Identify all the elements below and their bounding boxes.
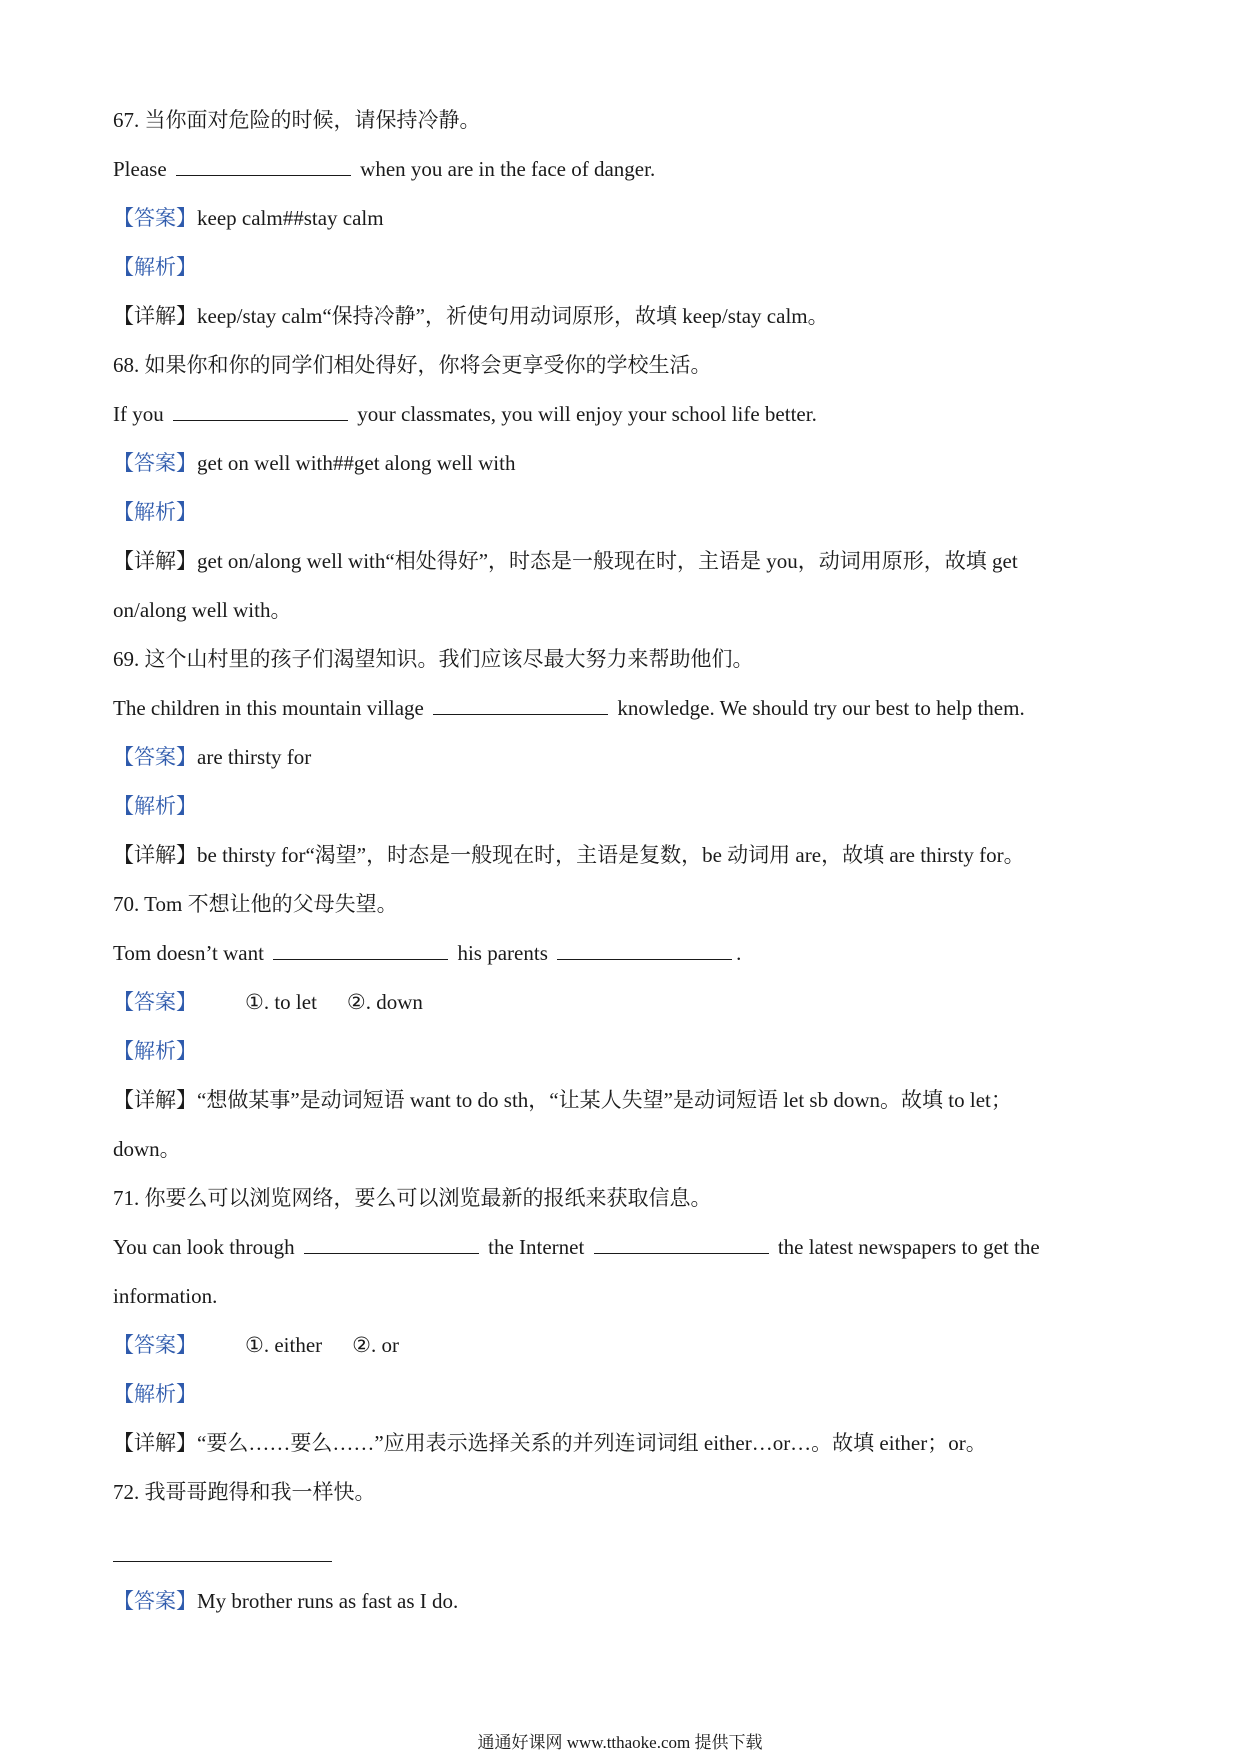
sentence-text: the Internet: [488, 1235, 585, 1259]
answer-text: ①. to let: [245, 990, 317, 1014]
answer-tag: 【答案】: [113, 745, 197, 769]
page-footer: 通通好课网 www.tthaoke.com 提供下载: [477, 1733, 763, 1752]
sentence-text: If you: [113, 402, 164, 426]
question-72-prompt: 72. 我哥哥跑得和我一样快。: [113, 1480, 376, 1504]
question-68-detail-cont: on/along well with。: [113, 598, 292, 622]
answer-tag: 【答案】: [113, 1333, 197, 1357]
detail-tag: 【详解】: [113, 1088, 197, 1112]
question-72-answer-line: [113, 1517, 1133, 1577]
answer-text: keep calm##stay calm: [197, 206, 384, 230]
answer-tag: 【答案】: [113, 451, 197, 475]
answer-text: ②. or: [352, 1333, 399, 1357]
analysis-tag: 【解析】: [113, 1382, 197, 1406]
sentence-text: your classmates, you will enjoy your school life better.: [357, 402, 817, 426]
answer-text: are thirsty for: [197, 745, 312, 769]
answer-tag: 【答案】: [113, 1589, 197, 1613]
detail-text: be thirsty for“渴望”，时态是一般现在时，主语是复数，be 动词用 are，故填 are thirsty for。: [197, 843, 1025, 867]
sentence-text: the latest newspapers to get the: [777, 1235, 1040, 1259]
question-67-prompt: 67. 当你面对危险的时候，请保持冷静。: [113, 108, 481, 132]
question-69-sentence: [113, 684, 1133, 733]
question-68-detail: [113, 537, 1133, 586]
question-70-detail: [113, 1076, 1133, 1125]
question-67-sentence: [113, 145, 1133, 194]
question-71-sentence-cont: information.: [113, 1284, 218, 1308]
document-body: [113, 96, 1133, 1626]
answer-blank: [176, 157, 351, 176]
question-67-answer: [113, 194, 1133, 243]
detail-text: keep/stay calm“保持冷静”，祈使句用动词原形，故填 keep/stay calm。: [197, 304, 829, 328]
sentence-text: Please: [113, 157, 167, 181]
sentence-text: You can look through: [113, 1235, 295, 1259]
answer-blank: [304, 1235, 479, 1254]
question-69-prompt: 69. 这个山村里的孩子们渴望知识。我们应该尽最大努力来帮助他们。: [113, 647, 754, 671]
answer-text: ①. either: [245, 1333, 323, 1357]
question-70-sentence: [113, 929, 1133, 978]
answer-blank: [594, 1235, 769, 1254]
question-71-prompt: 71. 你要么可以浏览网络，要么可以浏览最新的报纸来获取信息。: [113, 1186, 712, 1210]
question-68-analysis: [113, 488, 1133, 537]
answer-tag: 【答案】: [113, 990, 197, 1014]
detail-tag: 【详解】: [113, 843, 197, 867]
question-71-sentence: [113, 1223, 1133, 1272]
answer-blank: [273, 941, 448, 960]
question-71-analysis: [113, 1370, 1133, 1419]
detail-tag: 【详解】: [113, 1431, 197, 1455]
analysis-tag: 【解析】: [113, 500, 197, 524]
question-72-answer: [113, 1577, 1133, 1626]
question-71-detail: [113, 1419, 1133, 1468]
answer-blank: [557, 941, 732, 960]
sentence-text: his parents: [457, 941, 548, 965]
answer-text: get on well with##get along well with: [197, 451, 516, 475]
analysis-tag: 【解析】: [113, 1039, 197, 1063]
sentence-text: knowledge. We should try our best to help them.: [617, 696, 1025, 720]
answer-text: ②. down: [346, 990, 423, 1014]
question-67-analysis: [113, 243, 1133, 292]
answer-blank: [113, 1561, 332, 1562]
detail-text: “想做某事”是动词短语 want to do sth，“让某人失望”是动词短语 let sb down。故填 to let；: [197, 1088, 1012, 1112]
answer-blank: [433, 696, 608, 715]
question-70-detail-cont: down。: [113, 1137, 181, 1161]
question-68-prompt: 68. 如果你和你的同学们相处得好，你将会更享受你的学校生活。: [113, 353, 712, 377]
sentence-text: Tom doesn’t want: [113, 941, 264, 965]
question-68-answer: [113, 439, 1133, 488]
sentence-text: when you are in the face of danger.: [360, 157, 656, 181]
sentence-text: .: [736, 941, 742, 965]
sentence-text: The children in this mountain village: [113, 696, 424, 720]
question-69-answer: [113, 733, 1133, 782]
detail-tag: 【详解】: [113, 304, 197, 328]
analysis-tag: 【解析】: [113, 255, 197, 279]
question-68-sentence: [113, 390, 1133, 439]
question-70-analysis: [113, 1027, 1133, 1076]
question-70-prompt: 70. Tom 不想让他的父母失望。: [113, 892, 398, 916]
detail-text: “要么……要么……”应用表示选择关系的并列连词词组 either…or…。故填 either；or。: [197, 1431, 987, 1455]
detail-tag: 【详解】: [113, 549, 197, 573]
answer-blank: [173, 402, 348, 421]
detail-text: get on/along well with“相处得好”，时态是一般现在时，主语是 you，动词用原形，故填 get: [197, 549, 1018, 573]
answer-tag: 【答案】: [113, 206, 197, 230]
question-69-detail: [113, 831, 1133, 880]
question-67-detail: [113, 292, 1133, 341]
question-71-answer: [113, 1321, 1133, 1370]
analysis-tag: 【解析】: [113, 794, 197, 818]
answer-text: My brother runs as fast as I do.: [197, 1589, 459, 1613]
question-69-analysis: [113, 782, 1133, 831]
question-70-answer: [113, 978, 1133, 1027]
